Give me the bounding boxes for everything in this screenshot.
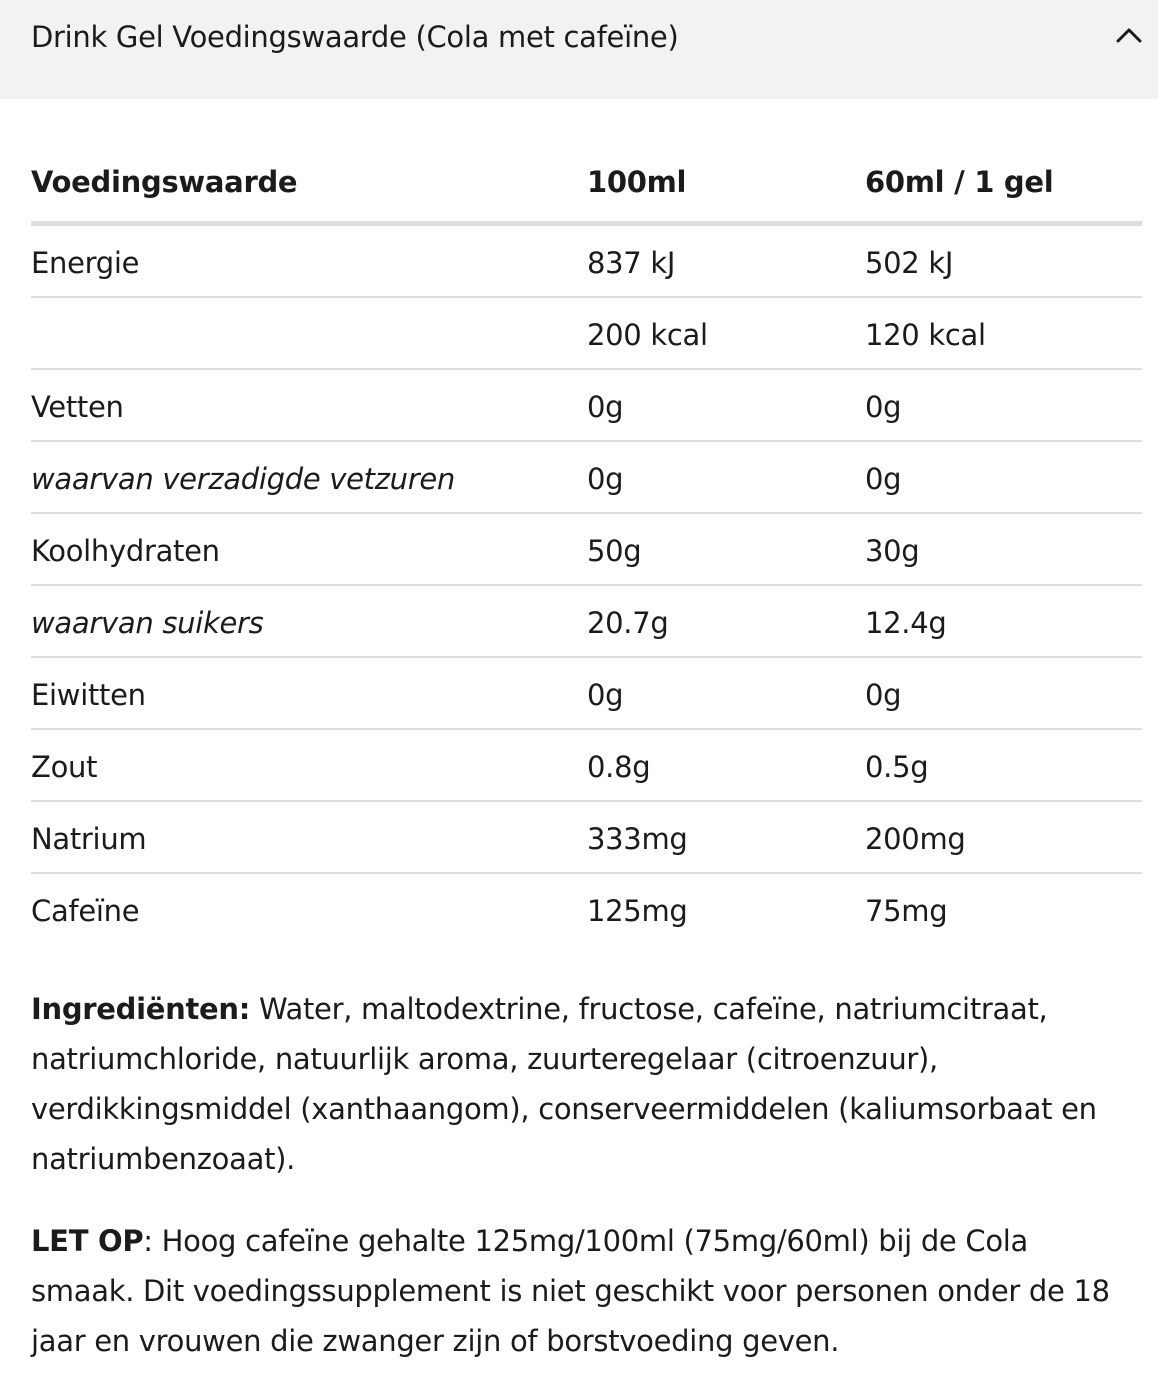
nutrient-label: waarvan verzadigde vetzuren [31,462,455,496]
value-per-gel: 75mg [865,894,948,928]
value-per-gel: 0g [865,390,902,424]
nutrient-label: Energie [31,246,140,280]
column-header-per-100ml: 100ml [587,165,687,199]
value-per-gel: 120 kcal [865,318,986,352]
nutrient-label: Vetten [31,390,124,424]
value-per-100ml: 0.8g [587,750,651,784]
warning-label: LET OP [31,1224,144,1258]
nutrient-label: Koolhydraten [31,534,220,568]
column-header-nutrient: Voedingswaarde [31,165,298,199]
table-row [31,802,1142,874]
warning-text: : Hoog cafeïne gehalte 125mg/100ml (75mg/60ml) bij de Cola smaak. Dit voedingssupplement is niet geschikt voor personen onder de 18 jaar en vrouwen die zwanger zijn of borstvoeding geven. [31,1224,1110,1358]
value-per-100ml: 20.7g [587,606,669,640]
nutrition-table [31,148,1142,946]
value-per-100ml: 125mg [587,894,688,928]
accordion-title: Drink Gel Voedingswaarde (Cola met cafeïne) [31,20,679,54]
value-per-gel: 12.4g [865,606,947,640]
value-per-gel: 0.5g [865,750,929,784]
chevron-up-icon[interactable] [1112,20,1146,50]
accordion-header[interactable] [0,0,1158,99]
nutrient-label: Zout [31,750,98,784]
value-per-100ml: 50g [587,534,642,568]
value-per-100ml: 0g [587,390,624,424]
nutrient-label: Cafeïne [31,894,140,928]
ingredients-text: Water, maltodextrine, fructose, cafeïne, natriumcitraat, natriumchloride, natuurlijk aroma, zuurteregelaar (citroenzuur), verdikkingsmiddel (xanthaangom), conserveermiddelen (kaliumsorbaat en natriumbenzoaat). [31,992,1097,1176]
column-header-per-gel: 60ml / 1 gel [865,165,1054,199]
value-per-gel: 200mg [865,822,966,856]
table-row [31,730,1142,802]
table-body [31,226,1142,946]
value-per-100ml: 0g [587,462,624,496]
warning-paragraph [31,1216,1131,1366]
table-row [31,514,1142,586]
value-per-100ml: 837 kJ [587,246,676,280]
value-per-gel: 30g [865,534,920,568]
table-row [31,874,1142,946]
value-per-gel: 0g [865,462,902,496]
table-row [31,298,1142,370]
table-row [31,658,1142,730]
table-row [31,226,1142,298]
value-per-100ml: 200 kcal [587,318,708,352]
value-per-gel: 0g [865,678,902,712]
nutrient-label: waarvan suikers [31,606,264,640]
value-per-100ml: 0g [587,678,624,712]
value-per-100ml: 333mg [587,822,688,856]
table-row [31,370,1142,442]
ingredients-label: Ingrediënten: [31,992,251,1026]
ingredients-paragraph [31,984,1121,1184]
value-per-gel: 502 kJ [865,246,954,280]
table-row [31,586,1142,658]
table-row [31,442,1142,514]
nutrient-label: Natrium [31,822,147,856]
nutrient-label: Eiwitten [31,678,146,712]
table-header-row [31,148,1142,226]
